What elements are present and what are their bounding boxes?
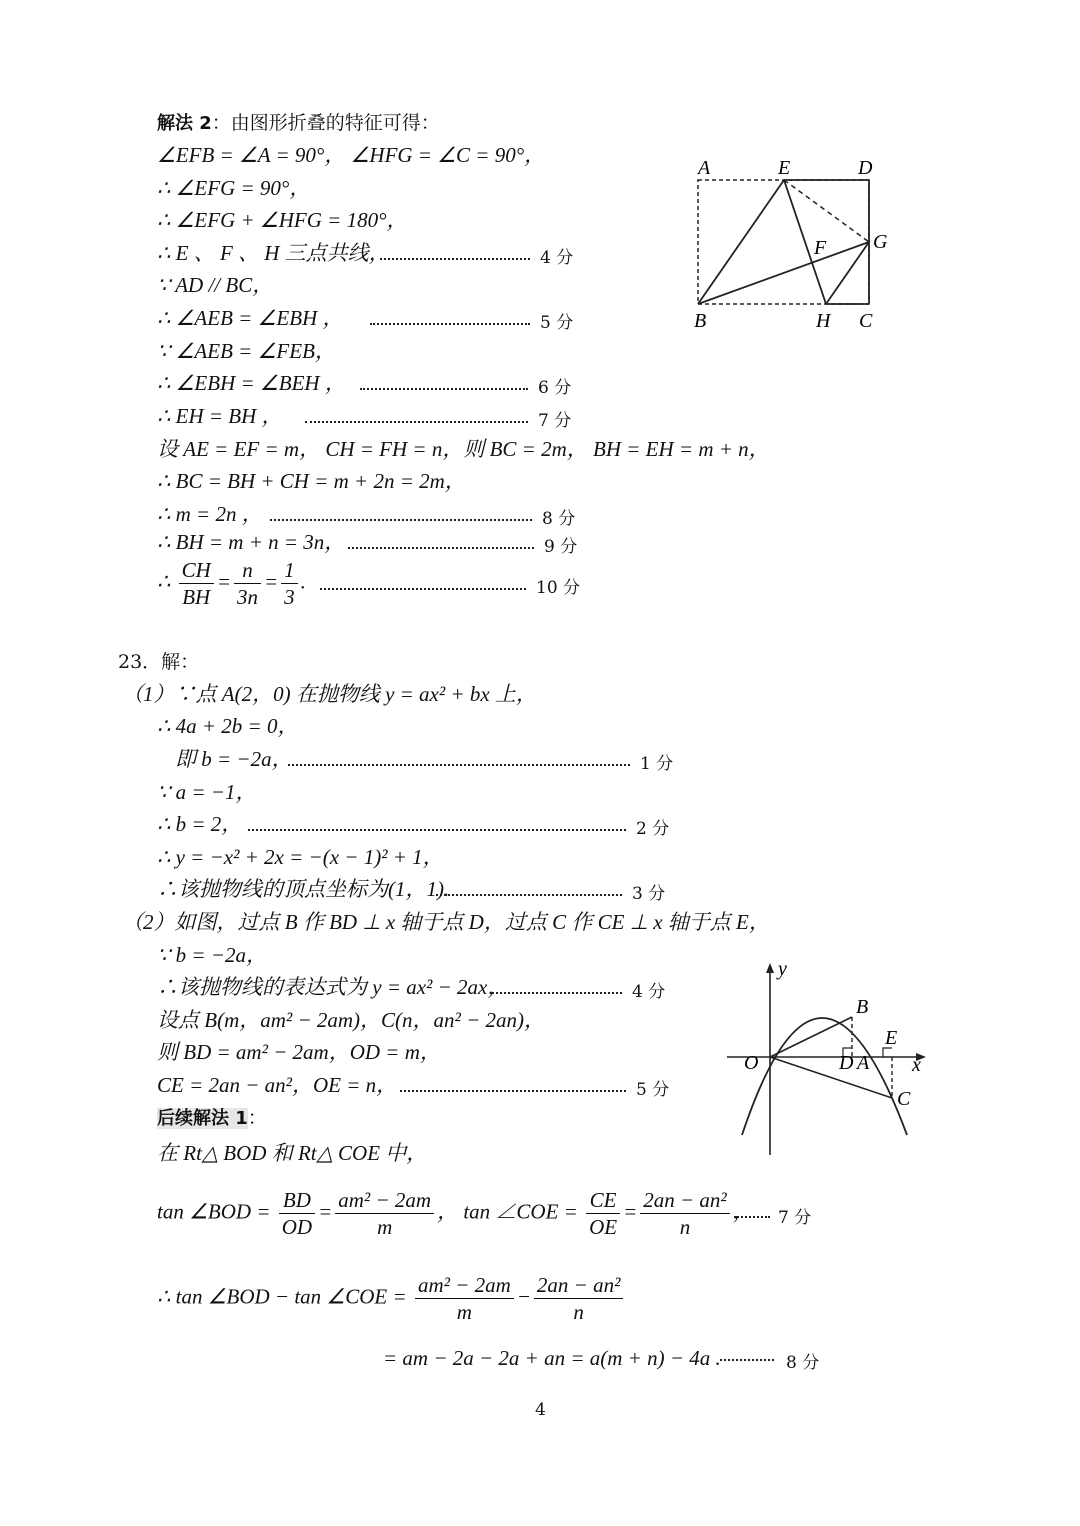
difference-lhs: ∴ tan ∠BOD − tan ∠COE =: [157, 1284, 407, 1309]
step-line: 则 BD = am² − 2am，OD = m，: [157, 1040, 441, 1064]
fraction-ce-value: [534, 1272, 623, 1325]
fraction-bd-value: [415, 1272, 514, 1325]
score-label: 3 分: [632, 884, 666, 904]
score-label: 7 分: [538, 411, 572, 431]
vertex-label-a: A: [698, 157, 711, 179]
score-leader: [270, 519, 532, 521]
step-line: ∴ b = 2，: [157, 812, 243, 836]
vertex-label-d: D: [858, 157, 873, 179]
step-line: 在 Rt△ BOD 和 Rt△ COE 中，: [157, 1141, 428, 1165]
period: .: [300, 569, 306, 594]
step-line: ∵ a = −1，: [157, 780, 257, 804]
parabola-curve: [742, 1018, 907, 1135]
solution2-intro: ：由图形折叠的特征可得：: [211, 112, 440, 134]
step-line: ∵ ∠AEB = ∠FEB，: [157, 339, 336, 363]
score-leader: [320, 588, 526, 590]
parabola-figure: [722, 955, 937, 1160]
folding-rectangle-figure: [688, 150, 903, 340]
score-label: 5 分: [636, 1080, 670, 1100]
score-label: 4 分: [632, 982, 666, 1002]
vertex-label-g: G: [873, 231, 888, 253]
fraction-bd-value: [335, 1187, 434, 1240]
step-line: ∴ ∠EFG + ∠HFG = 180°，: [157, 208, 408, 232]
step-line: 即 b = −2a，: [175, 747, 293, 771]
score-leader: [360, 388, 528, 390]
step-line: ∴ EH = BH ，: [157, 404, 283, 428]
fraction-n-3n: [234, 557, 261, 610]
step-line: 设点 B(m，am² − 2am)，C(n，an² − 2an)，: [157, 1008, 545, 1032]
score-leader: [720, 1359, 774, 1361]
vertex-label-e: E: [778, 157, 791, 179]
step-line: CE = 2an − an²，OE = n，: [157, 1073, 398, 1097]
score-label: 1 分: [640, 754, 674, 774]
score-label: 5 分: [540, 313, 574, 333]
score-label: 8 分: [542, 509, 576, 529]
score-label: 8 分: [786, 1353, 820, 1373]
tan-bod-label: tan ∠BOD =: [157, 1199, 271, 1224]
step-line: ∴该抛物线的顶点坐标为(1，1).: [157, 877, 450, 901]
method-heading: 后续解法 1: [157, 1108, 248, 1129]
fraction-denominator: n: [573, 1300, 584, 1324]
step-line: ∴ ∠EFG = 90°，: [157, 176, 311, 200]
score-leader: [348, 547, 534, 549]
method-heading-line: [157, 1105, 267, 1132]
fraction-denominator: OD: [281, 1215, 313, 1239]
step-line: ∴ E 、 F 、 H 三点共线，: [157, 241, 390, 265]
minus-sign: −: [516, 1284, 531, 1309]
score-label: 6 分: [538, 378, 572, 398]
point-label-e: E: [885, 1027, 898, 1049]
fraction-denominator: OE: [589, 1215, 618, 1239]
point-label-c: C: [897, 1088, 911, 1110]
fraction-one-third: [281, 557, 298, 610]
fraction-numerator: CE: [586, 1187, 620, 1214]
fraction-denominator: BH: [182, 585, 211, 609]
comma: ，: [732, 1199, 754, 1224]
ratio-line: ∴ $\frac{CH}{BH}$ = $\frac{n}{3n}$ = $\frac{1}{3}$ .: [157, 558, 306, 609]
vertex-label-h: H: [816, 310, 831, 332]
step-line: ∴ ∠AEB = ∠EBH ，: [157, 306, 344, 330]
method-colon: ：: [247, 1107, 267, 1129]
fraction-ce-value: [640, 1187, 729, 1240]
page-number: 4: [535, 1400, 546, 1420]
score-label: 2 分: [636, 819, 670, 839]
score-label: 4 分: [540, 248, 574, 268]
fraction-numerator: am² − 2am: [335, 1187, 434, 1214]
score-leader: [400, 1090, 626, 1092]
step-line: ∴ 4a + 2b = 0，: [157, 714, 299, 738]
score-leader: [305, 421, 528, 423]
axis-label-x: x: [912, 1054, 921, 1076]
solution2-heading-line: [157, 110, 440, 137]
fraction-numerator: 1: [281, 557, 298, 584]
step-line: ∵ AD // BC，: [157, 273, 274, 297]
step-line: = am − 2a − 2a + an = a(m + n) − 4a .: [383, 1346, 721, 1370]
step-line: （1）∵点 A(2，0) 在抛物线 y = ax² + bx 上，: [122, 682, 537, 706]
segment-bg: [698, 242, 869, 304]
step-line: ∴ y = −x² + 2x = −(x − 1)² + 1，: [157, 845, 444, 869]
fraction-denominator: 3: [284, 585, 295, 609]
point-label-b: B: [856, 996, 869, 1018]
fraction-numerator: BD: [279, 1187, 315, 1214]
score-leader: [248, 829, 626, 831]
fold-line-eg: [784, 180, 869, 242]
fraction-denominator: m: [456, 1300, 472, 1324]
score-label: 10 分: [536, 578, 581, 598]
step-line: ∴ ∠EBH = ∠BEH ，: [157, 371, 346, 395]
fraction-numerator: am² − 2am: [415, 1272, 514, 1299]
fraction-ch-bh: [179, 557, 214, 610]
fraction-numerator: 2an − an²: [534, 1272, 623, 1299]
fraction-denominator: n: [679, 1215, 691, 1239]
score-leader: [370, 323, 530, 325]
difference-line: [157, 1272, 626, 1325]
point-label-o: O: [744, 1052, 759, 1074]
score-leader: [436, 894, 622, 896]
score-label: 7 分: [778, 1208, 812, 1228]
vertex-label-f: F: [814, 237, 827, 259]
step-line: ∴ BC = BH + CH = m + 2n = 2m，: [157, 469, 466, 493]
step-line: 设 AE = EF = m， CH = FH = n，则 BC = 2m， BH = EH = m + n，: [157, 437, 770, 461]
step-line: ∴ m = 2n ，: [157, 502, 263, 526]
segment-hg: [826, 242, 869, 304]
q23-title: 23．解：: [118, 651, 200, 673]
dashed-rectangle-outline: [698, 180, 869, 304]
step-line: ∴该抛物线的表达式为 y = ax² − 2ax，: [157, 975, 509, 999]
step-line: ∴ BH = m + n = 3n，: [157, 530, 346, 554]
y-axis-arrow-icon: [766, 963, 774, 973]
therefore-symbol: ∴: [157, 569, 171, 594]
score-leader: [492, 992, 622, 994]
fraction-denominator: m: [377, 1215, 393, 1239]
fraction-denominator: 3n: [236, 585, 258, 609]
fraction-numerator: n: [234, 557, 261, 584]
axis-label-y: y: [778, 958, 787, 980]
tan-coe-label: ， tan ∠COE =: [437, 1199, 578, 1224]
tan-definition-line: tan ∠BOD = $\frac{BD}{OD}$ = $\frac{\text{am² − 2am}}{m}$ ， tan ∠COE = $\frac{CE}{OE}$ = $\frac{\text{2an − an²}}{n}$ ，: [157, 1188, 754, 1239]
step-line: （2）如图，过点 B 作 BD ⊥ x 轴于点 D，过点 C 作 CE ⊥ x 轴于点 E，: [122, 910, 770, 934]
score-leader: [380, 258, 530, 260]
step-line: ∵ b = −2a，: [157, 943, 267, 967]
point-label-a: A: [857, 1052, 870, 1074]
vertex-label-c: C: [859, 310, 873, 332]
fraction-numerator: CH: [179, 557, 214, 584]
score-leader: [734, 1216, 770, 1218]
solution2-heading: 解法 2: [157, 113, 212, 134]
segment-ob: [770, 1017, 852, 1057]
fraction-ce-oe: [586, 1187, 620, 1240]
fraction-numerator: 2an − an²: [640, 1187, 729, 1214]
vertex-label-b: B: [694, 310, 707, 332]
fraction-bd-od: [279, 1187, 315, 1240]
score-label: 9 分: [544, 537, 578, 557]
point-label-d: D: [839, 1052, 854, 1074]
segment-eb: [698, 180, 784, 304]
score-leader: [288, 764, 630, 766]
step-line: ∠EFB = ∠A = 90°， ∠HFG = ∠C = 90°，: [157, 143, 546, 167]
right-angle-e-icon: [883, 1048, 892, 1057]
